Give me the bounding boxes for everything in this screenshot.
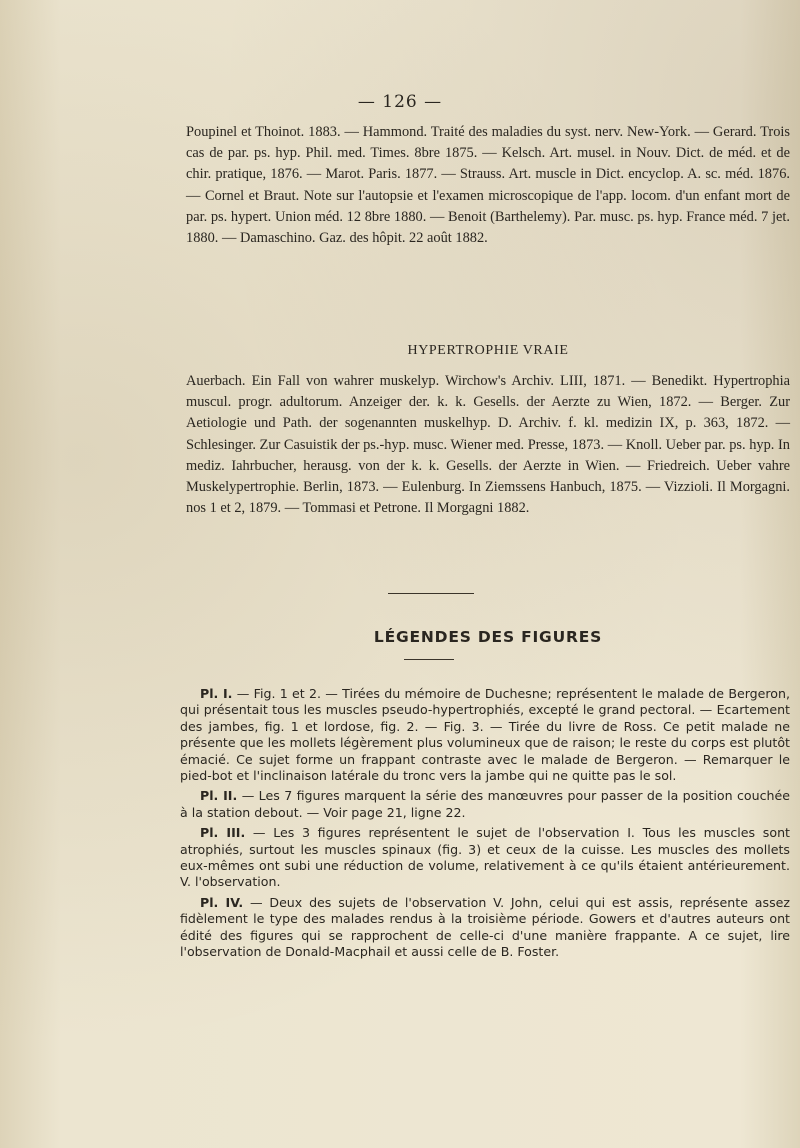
legend-plate-2 (180, 788, 790, 821)
bibliography-paragraph-2: Auerbach. Ein Fall von wahrer muskelyp. Wirchow's Archiv. LIII, 1871. — Benedikt. Hypertrophia muscul. progr. adultorum. Anzeiger der. k. k. Gesells. der Aerzte zu Wien, 1872. — Berger. Zur Aetiologie und Path. der sogenannten muskelhyp. D. Archiv. f. kl. medizin IX, p. 363, 1872. — Schlesinger. Zur Casuistik der ps.-hyp. musc. Wiener med. Presse, 1873. — Knoll. Ueber par. ps. hyp. In mediz. Iahrbucher, herausg. von der k. k. Gesells. der Aerzte in Wien. — Friedreich. Ueber vahre Muskelypertrophie. Berlin, 1873. — Eulenburg. In Ziemssens Hanbuch, 1875. — Vizzioli. Il Morgagni. nos 1 et 2, 1879. — Tommasi et Petrone. Il Morgagni 1882. (186, 373, 790, 517)
figure-legends (180, 686, 790, 965)
bibliography-paragraph-1: Poupinel et Thoinot. 1883. — Hammond. Traité des maladies du syst. nerv. New-York. — Gerard. Trois cas de par. ps. hyp. Phil. med. Times. 8bre 1875. — Kelsch. Art. musel. in Nouv. Dict. de méd. et de chir. pratique, 1876. — Marot. Paris. 1877. — Strauss. Art. muscle in Dict. encyclop. A. sc. méd. 1876. — Cornel et Braut. Note sur l'autopsie et l'examen microscopique de l'app. locom. d'un enfant mort de par. ps. hypert. Union méd. 12 8bre 1880. — Benoit (Barthelemy). Par. musc. ps. hyp. France méd. 7 jet. 1880. — Damaschino. Gaz. des hôpit. 22 août 1882. (186, 124, 790, 247)
legend-plate-text: — Les 7 figures marquent la série des manœuvres pour passer de la position couchée à la station debout. — Voir page 21, ligne 22. (180, 788, 790, 820)
section-heading-hypertrophie-vraie: HYPERTROPHIE VRAIE (407, 343, 569, 358)
bibliography-true-hypertrophy (186, 371, 790, 519)
section-heading-legendes: LÉGENDES DES FIGURES (373, 628, 603, 646)
heading-underline (404, 659, 454, 660)
legend-plate-text: — Fig. 1 et 2. — Tirées du mémoire de Duchesne; représentent le malade de Bergeron, qui présentait tous les muscles pseudo-hypertrophiés, excepté le grand pectoral. — Ecartement des jambes, fig. 1 et lordose, fig. 2. — Fig. 3. — Tirée du livre de Ross. Ce petit malade ne présente que les mollets légèrement plus volumineux que de raison; le reste du corps est plutôt émacié. Ce sujet forme un frappant contraste avec le malade de Bergeron. — Remarquer le pied-bot et l'inclinaison latérale du tronc vers la jambe qui ne quitte pas le sol. (180, 686, 790, 784)
legend-plate-label: Pl. I. (200, 686, 233, 701)
legend-plate-4 (180, 895, 790, 961)
legend-plate-label: Pl. III. (200, 825, 246, 841)
legend-plate-1 (180, 686, 790, 784)
legend-plate-text: — Deux des sujets de l'observation V. John, celui qui est assis, représente assez fidèlement le type des malades rendus à la troisième période. Gowers et d'autres auteurs ont édité des figures qui se rapprochent de celle-ci d'une manière frappante. A ce sujet, lire l'observation de Donald-Macphail et aussi celle de B. Foster. (180, 894, 790, 960)
legend-plate-3 (180, 825, 790, 891)
legend-plate-label: Pl. IV. (200, 894, 244, 910)
section-divider (388, 593, 474, 594)
legend-plate-text: — Les 3 figures représentent le sujet de l'observation I. Tous les muscles sont atrophiés, surtout les muscles spinaux (fig. 3) et ceux de la cuisse. Les muscles des mollets eux-mêmes ont subi une réduction de volume, relativement à ce qu'ils étaient antérieurement. V. l'observation. (180, 825, 790, 890)
legend-plate-label: Pl. II. (200, 788, 238, 804)
bibliography-pseudo-hypertrophy (186, 122, 790, 249)
page-number: — 126 — (357, 92, 443, 112)
